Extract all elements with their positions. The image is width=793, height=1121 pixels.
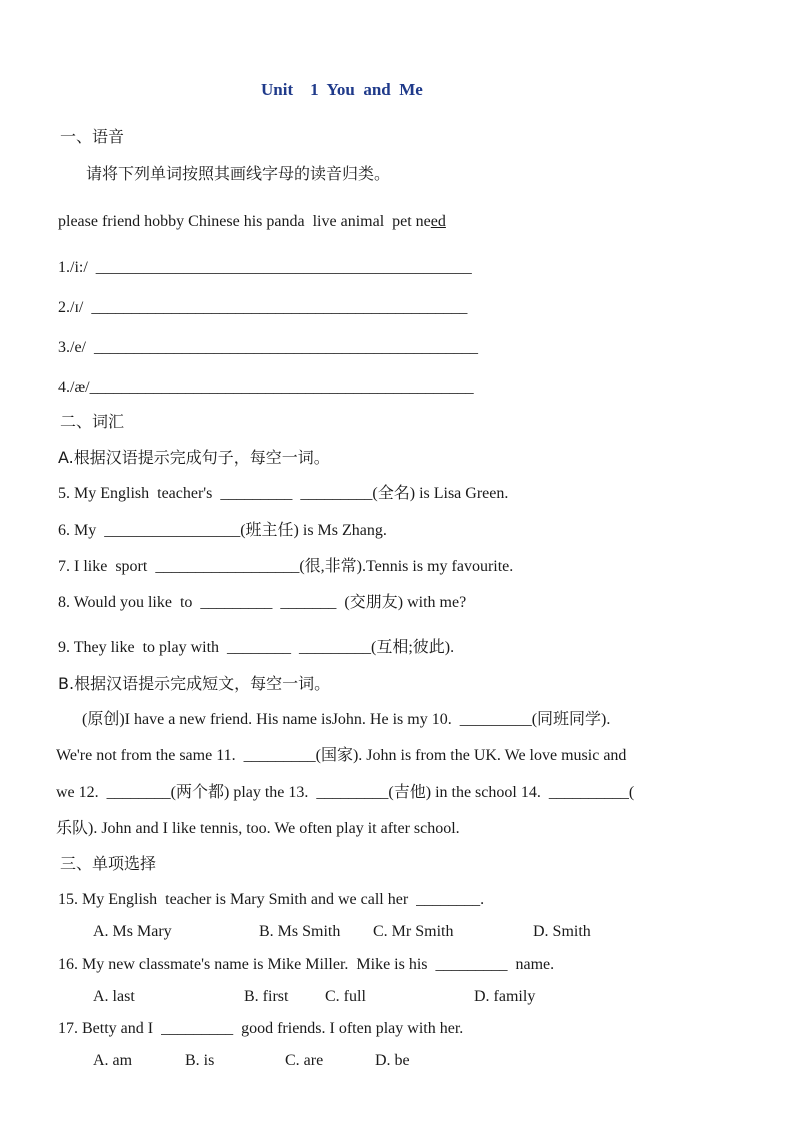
underlined-letters: ed bbox=[430, 213, 446, 230]
question-8: 8. Would you like to _________ _______ (交朋友) with me? bbox=[58, 594, 467, 611]
page-title: Unit 1 You and Me bbox=[261, 80, 423, 99]
question-6: 6. My _________________(班主任) is Ms Zhang. bbox=[58, 522, 387, 539]
q15-option-b: B. Ms Smith bbox=[259, 923, 341, 940]
question-15: 15. My English teacher is Mary Smith and we call her ________. bbox=[58, 891, 485, 908]
phonetic-item-1: 1./i:/ _______________________________________________ bbox=[58, 259, 472, 276]
question-9: 9. They like to play with ________ _________(互相;彼此). bbox=[58, 639, 455, 656]
section-heading-vocabulary: 二、词汇 bbox=[60, 412, 125, 431]
word-list-text: please friend hobby Chinese his panda live animal pet ne bbox=[58, 213, 431, 230]
question-16: 16. My new classmate's name is Mike Miller. Mike is his _________ name. bbox=[58, 956, 555, 973]
passage-line-1: (原创)I have a new friend. His name isJohn. He is my 10. _________(同班同学). bbox=[58, 711, 611, 728]
vocab-part-b-instruction: B.根据汉语提示完成短文，每空一词。 bbox=[58, 674, 331, 693]
section-heading-multiple-choice: 三、单项选择 bbox=[60, 854, 157, 873]
phonetics-instruction: 请将下列单词按照其画线字母的读音归类。 bbox=[86, 164, 391, 183]
passage-line-4: 乐队). John and I like tennis, too. We often play it after school. bbox=[56, 820, 460, 837]
q17-option-a: A. am bbox=[93, 1052, 133, 1069]
phonetic-item-2: 2./ɪ/ _______________________________________________ bbox=[58, 299, 468, 316]
vocab-part-a-instruction: A.根据汉语提示完成句子，每空一词。 bbox=[58, 448, 330, 467]
q17-option-b: B. is bbox=[185, 1052, 215, 1069]
phonetic-item-3: 3./e/ ________________________________________________ bbox=[58, 339, 478, 356]
q16-option-b: B. first bbox=[244, 988, 289, 1005]
section-heading-phonetics: 一、语音 bbox=[60, 127, 125, 146]
q17-option-d: D. be bbox=[375, 1052, 410, 1069]
phonetic-item-4: 4./æ/________________________________________________ bbox=[58, 379, 474, 396]
q17-option-c: C. are bbox=[285, 1052, 324, 1069]
question-5: 5. My English teacher's _________ _________(全名) is Lisa Green. bbox=[58, 485, 509, 502]
question-7: 7. I like sport __________________(很,非常).Tennis is my favourite. bbox=[58, 558, 514, 575]
phonetics-word-list bbox=[58, 212, 446, 232]
q16-option-c: C. full bbox=[325, 988, 366, 1005]
q15-option-c: C. Mr Smith bbox=[373, 923, 454, 940]
passage-line-2: We're not from the same 11. _________(国家). John is from the UK. We love music and bbox=[56, 747, 627, 764]
q16-option-d: D. family bbox=[474, 988, 536, 1005]
q15-option-d: D. Smith bbox=[533, 923, 591, 940]
q15-option-a: A. Ms Mary bbox=[93, 923, 172, 940]
q16-option-a: A. last bbox=[93, 988, 135, 1005]
passage-line-3: we 12. ________(两个都) play the 13. _________(吉他) in the school 14. __________( bbox=[56, 784, 635, 801]
question-17: 17. Betty and I _________ good friends. I often play with her. bbox=[58, 1020, 464, 1037]
